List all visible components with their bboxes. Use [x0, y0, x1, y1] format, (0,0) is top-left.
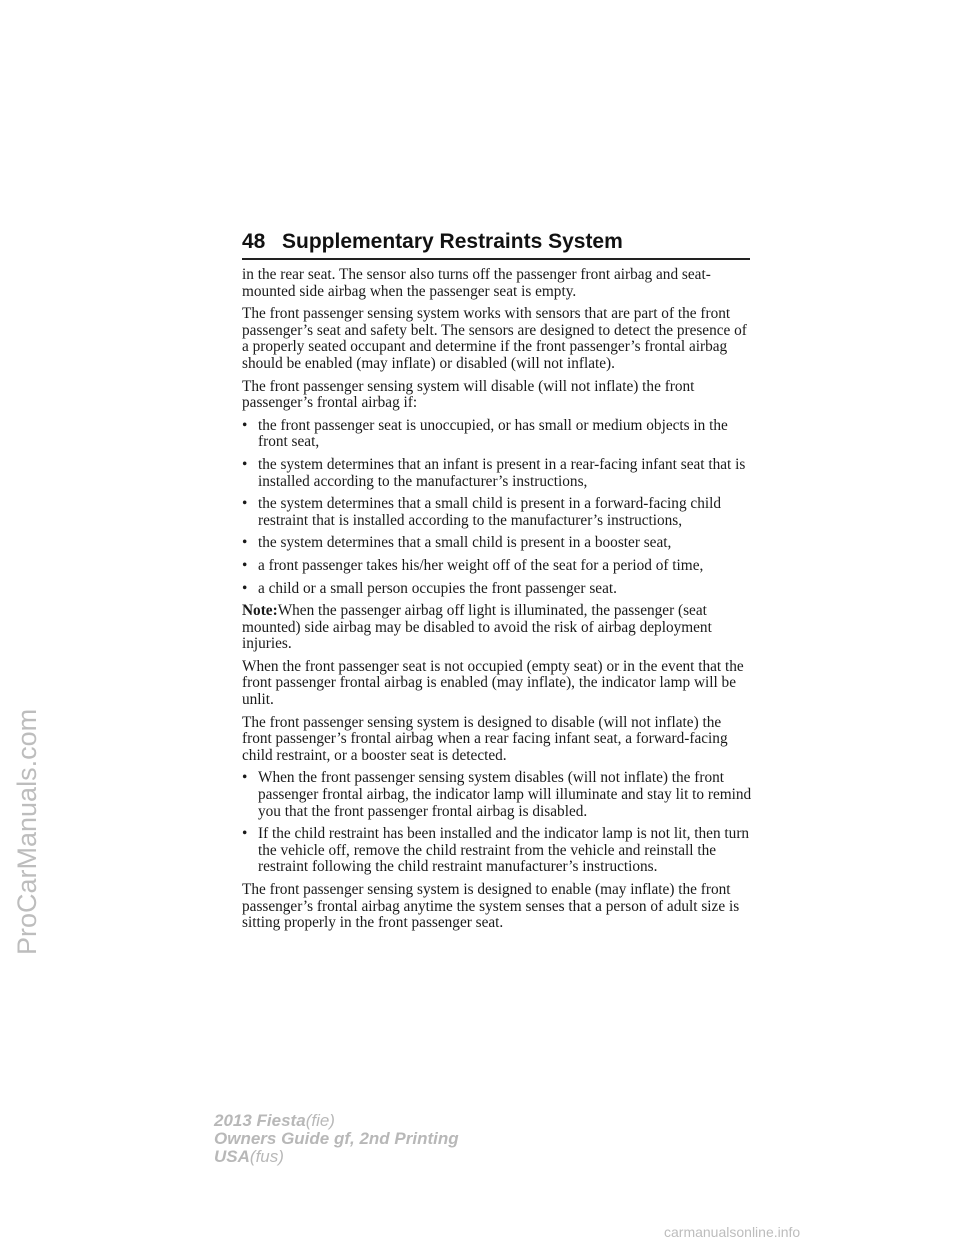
list-item-text: the system determines that an infant is present in a rear-facing infant seat that is installed according to the manufacturer’s instructions,	[258, 455, 746, 490]
header-rule	[242, 258, 750, 260]
footer-model-code: (fie)	[305, 1111, 335, 1130]
list-item	[242, 558, 754, 575]
list-item-text: a front passenger takes his/her weight off of the seat for a period of time,	[258, 556, 704, 574]
footer-line-3	[214, 1148, 459, 1166]
list-item	[242, 418, 754, 451]
list-item	[242, 496, 754, 529]
paragraph: The front passenger sensing system will disable (will not inflate) the front passenger’s frontal airbag if:	[242, 377, 695, 412]
watermark: ProCarManuals.com	[12, 708, 42, 955]
bullet-icon: •	[242, 416, 248, 434]
page-body	[242, 267, 754, 938]
note-paragraph	[242, 603, 754, 653]
list-item	[242, 581, 754, 598]
paragraph: When the front passenger seat is not occupied (empty seat) or in the event that the front passenger frontal airbag is enabled (may inflate), the indicator lamp will be unlit.	[242, 657, 744, 709]
bullet-icon: •	[242, 455, 248, 473]
footer-market-code: (fus)	[249, 1147, 284, 1166]
bullet-icon: •	[242, 495, 248, 513]
footer-line-1	[214, 1112, 459, 1130]
note-label: Note:	[242, 602, 278, 620]
section-title: Supplementary Restraints System	[282, 230, 623, 253]
list-item-text: a child or a small person occupies the front passenger seat.	[258, 579, 617, 597]
footer-market: USA	[214, 1147, 250, 1166]
bullet-icon: •	[242, 556, 248, 574]
bullet-icon: •	[242, 579, 248, 597]
bullet-icon: •	[242, 825, 248, 843]
list-item-text: If the child restraint has been installed and the indicator lamp is not lit, then turn the vehicle off, remove the child restraint from the vehicle and reinstall the restraint following the child restraint manufacturer’s instructions.	[258, 825, 750, 876]
list-item-text: When the front passenger sensing system disables (will not inflate) the front passenger frontal airbag, the indicator lamp will illuminate and stay lit to remind you that the front passenger frontal airbag is disabled.	[258, 769, 752, 820]
site-footer: carmanualsonline.info	[664, 1224, 801, 1240]
footer-model: 2013 Fiesta	[214, 1111, 306, 1130]
bullet-icon: •	[242, 534, 248, 552]
paragraph: in the rear seat. The sensor also turns off the passenger front airbag and seat-mounted side airbag when the passenger seat is empty.	[242, 266, 711, 300]
list-item	[242, 770, 754, 820]
page-number: 48	[242, 230, 266, 253]
list-item-text: the system determines that a small child is present in a forward-facing child restraint that is installed according to the manufacturer’s instructions,	[258, 495, 722, 529]
footer-line-2	[214, 1130, 459, 1148]
page-header	[242, 230, 750, 260]
list-item	[242, 535, 754, 552]
paragraph: The front passenger sensing system is designed to disable (will not inflate) the front passenger’s frontal airbag when a rear facing infant seat, a forward-facing child restraint, or a booster seat is detected.	[242, 713, 728, 764]
note-text: When the passenger airbag off light is illuminated, the passenger (seat mounted) side airbag may be disabled to avoid the risk of airbag deployment injuries.	[242, 602, 712, 653]
list-item-text: the system determines that a small child is present in a booster seat,	[258, 534, 672, 552]
bullet-icon: •	[242, 769, 248, 787]
document-footer	[214, 1112, 459, 1166]
paragraph: The front passenger sensing system is designed to enable (may inflate) the front passenger’s frontal airbag anytime the system senses that a person of adult size is sitting properly in the front passenger seat.	[242, 881, 740, 932]
list-item	[242, 457, 754, 490]
list-item	[242, 826, 754, 876]
list-item-text: the front passenger seat is unoccupied, or has small or medium objects in the front seat,	[258, 416, 728, 451]
footer-guide: Owners Guide gf, 2nd Printing	[214, 1129, 459, 1148]
paragraph: The front passenger sensing system works with sensors that are part of the front passenger’s seat and safety belt. The sensors are designed to detect the presence of a properly seated occupant and determine if the front passenger’s frontal airbag should be enabled (may inflate) or disabled (will not inflate).	[242, 305, 747, 372]
